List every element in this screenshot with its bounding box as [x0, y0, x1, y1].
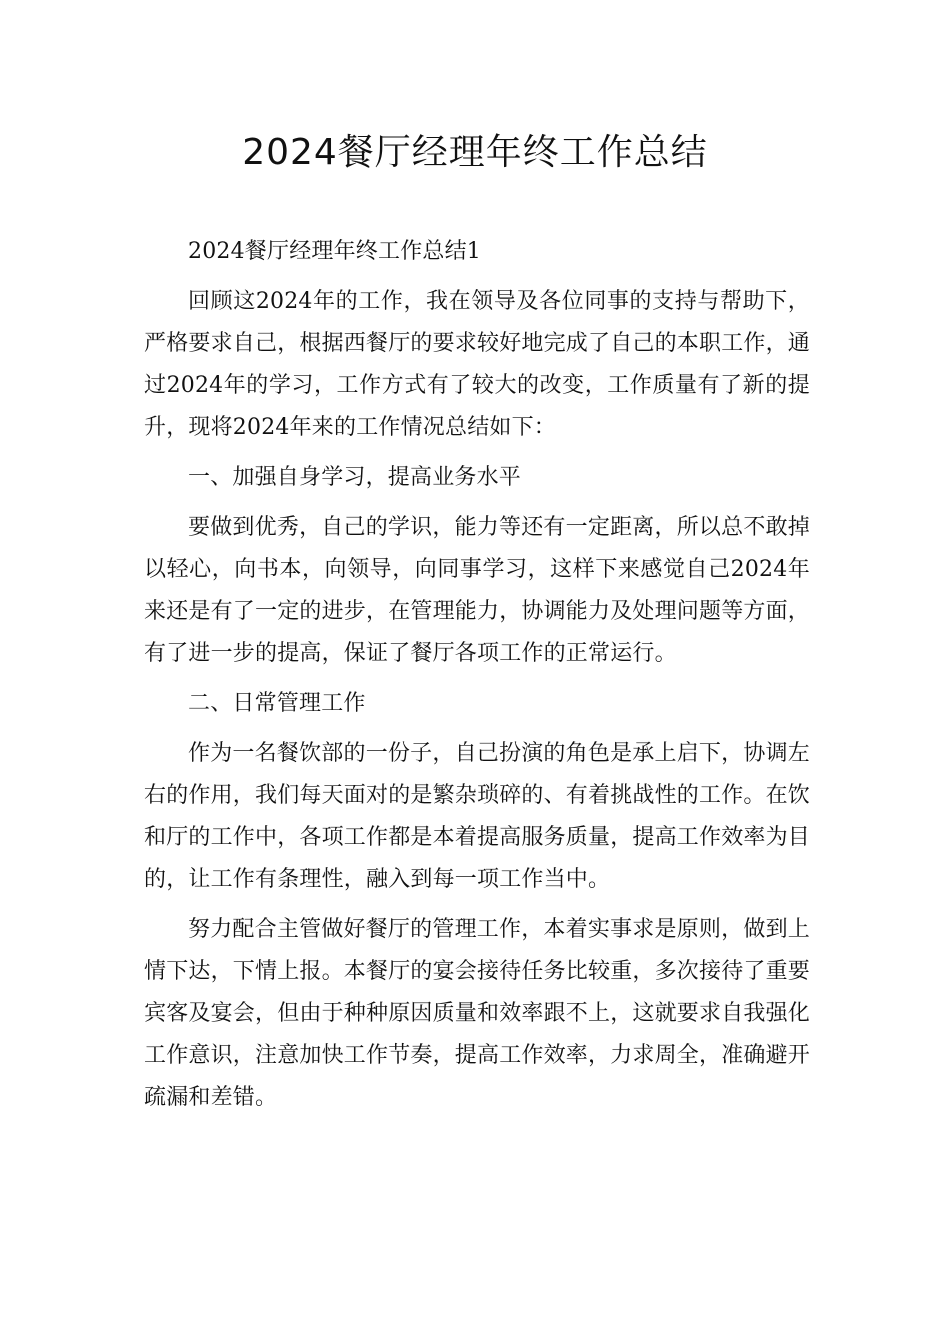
section-heading: 一、加强自身学习，提高业务水平	[188, 465, 522, 490]
body-paragraph: 要做到优秀，自己的学识，能力等还有一定距离，所以总不敢掉以轻心，向书本，向领导，向同事学习，这样下来感觉自己2024年来还是有了一定的进步，在管理能力，协调能力及处理问题等方面，有了进一步的提高，保证了餐厅各项工作的正常运行。	[144, 515, 811, 666]
section-subtitle: 2024餐厅经理年终工作总结1	[188, 239, 481, 264]
document-body	[144, 231, 810, 1127]
section-heading: 二、日常管理工作	[188, 691, 366, 716]
body-paragraph: 努力配合主管做好餐厅的管理工作，本着实事求是原则，做到上情下达，下情上报。本餐厅的宴会接待任务比较重，多次接待了重要宾客及宴会，但由于种种原因质量和效率跟不上，这就要求自我强化工作意识，注意加快工作节奏，提高工作效率，力求周全，准确避开疏漏和差错。	[144, 917, 811, 1110]
document-title: 2024餐厅经理年终工作总结	[242, 132, 708, 173]
body-paragraph: 作为一名餐饮部的一份子，自己扮演的角色是承上启下，协调左右的作用，我们每天面对的是繁杂琐碎的、有着挑战性的工作。在饮和厅的工作中，各项工作都是本着提高服务质量，提高工作效率为目的，让工作有条理性，融入到每一项工作当中。	[144, 741, 811, 892]
body-paragraph: 回顾这2024年的工作，我在领导及各位同事的支持与帮助下，严格要求自己，根据西餐厅的要求较好地完成了自己的本职工作，通过2024年的学习，工作方式有了较大的改变，工作质量有了新的提升，现将2024年来的工作情况总结如下：	[144, 289, 811, 440]
